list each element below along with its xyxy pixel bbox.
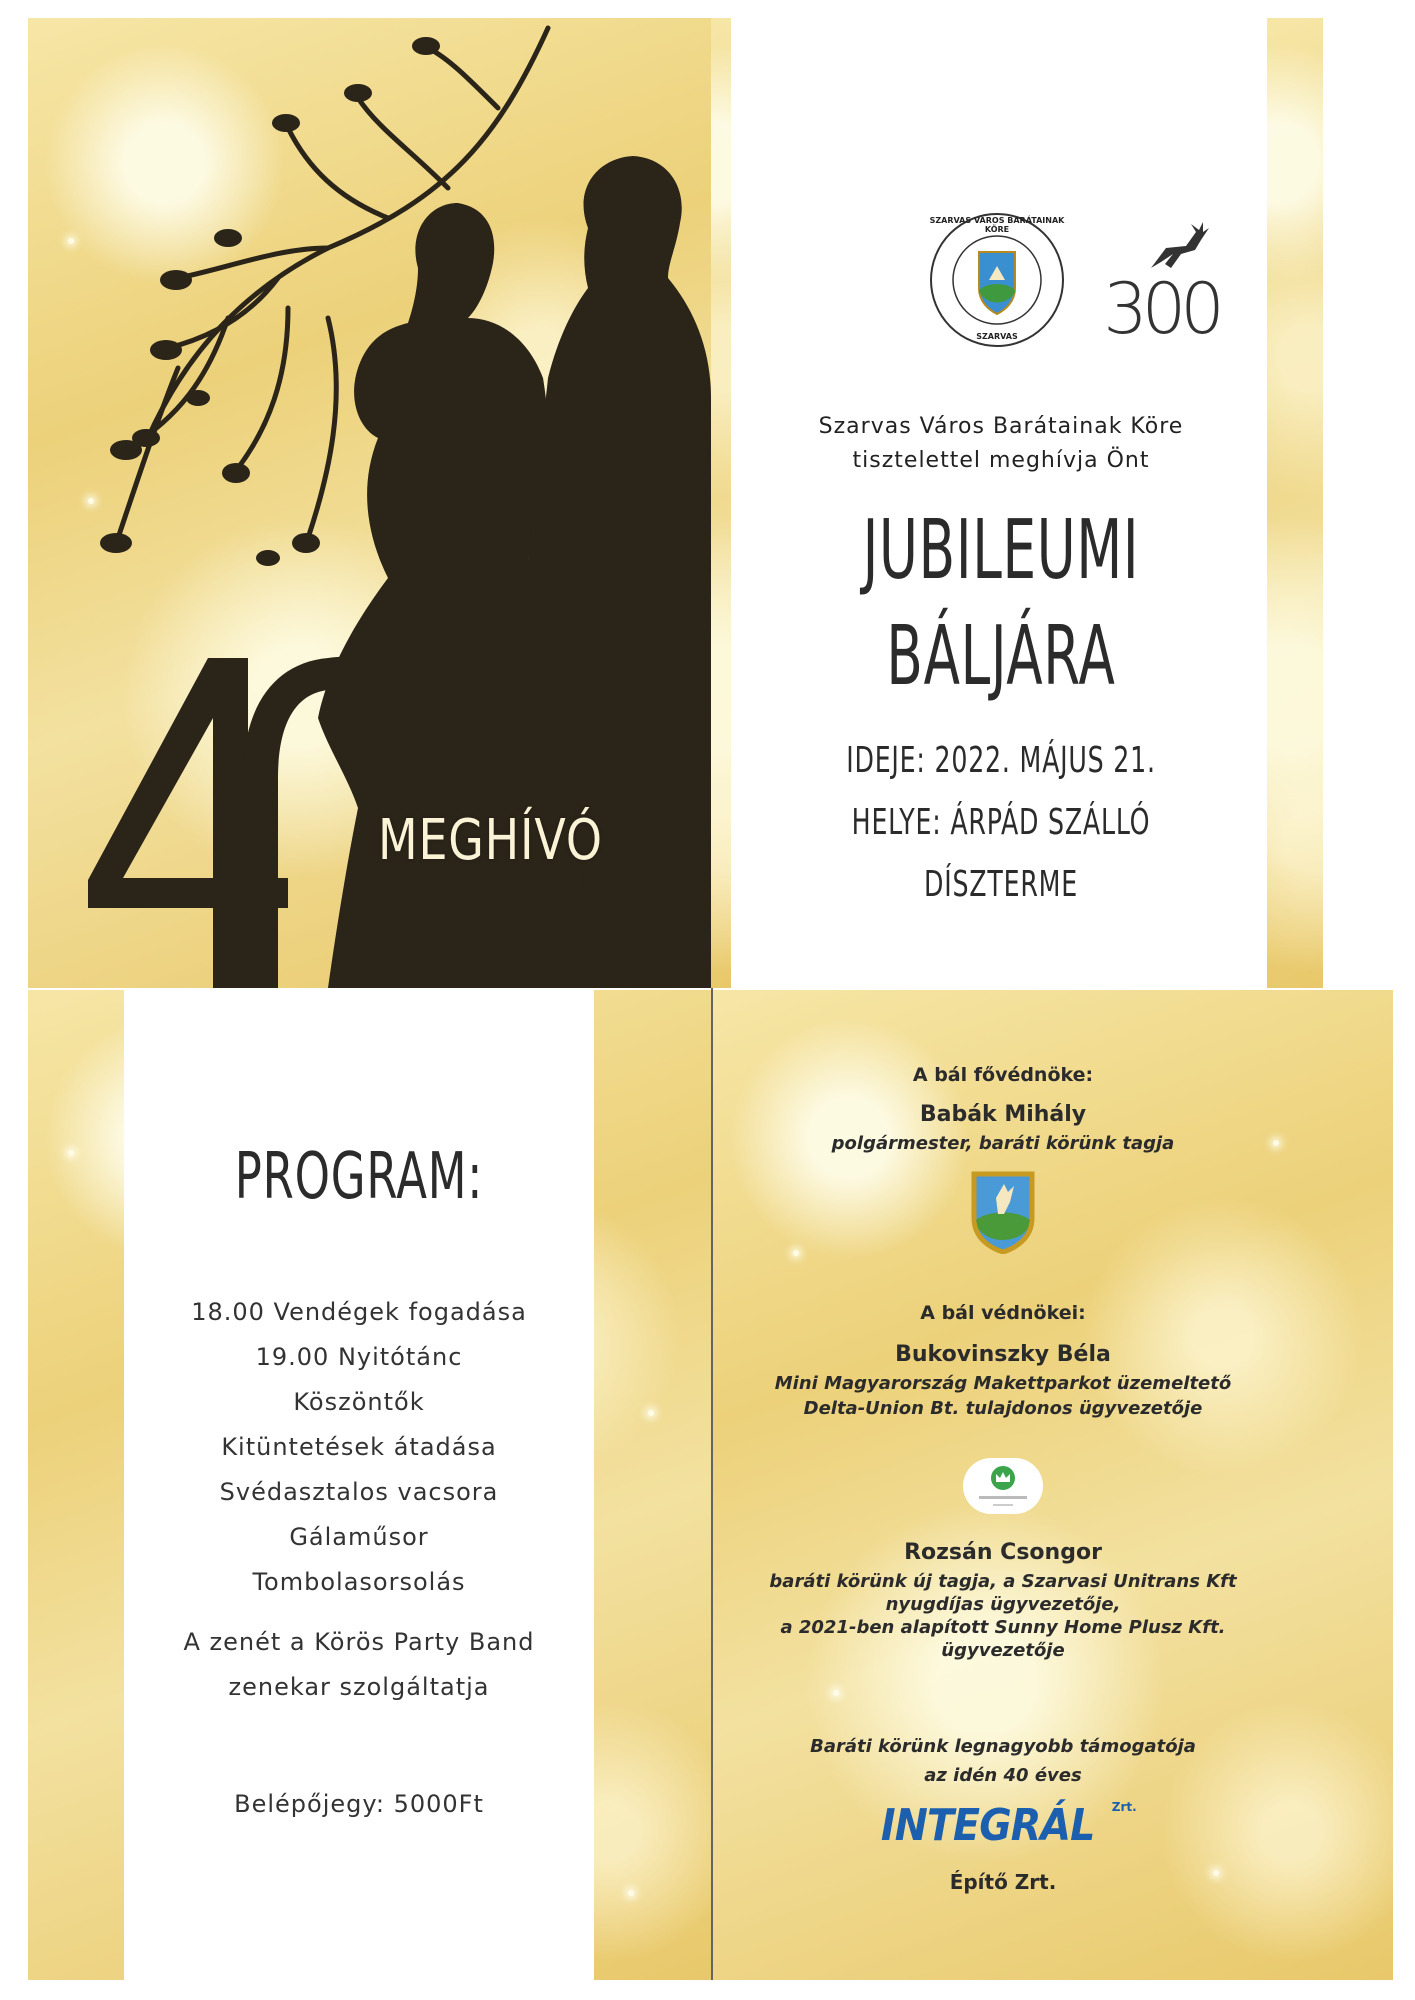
- program-item: Tombolasorsolás: [252, 1568, 466, 1596]
- fold-line: [711, 988, 713, 1980]
- sparkle: [793, 1250, 799, 1256]
- gold-edge: [1267, 18, 1323, 988]
- main-patron-label: A bál fővédnöke:: [912, 1064, 1094, 1086]
- sponsor-line-2: az idén 40 éves: [924, 1765, 1082, 1786]
- sparkle: [628, 1890, 634, 1896]
- main-patron-name: Babák Mihály: [919, 1102, 1087, 1127]
- sparkle: [833, 1690, 839, 1696]
- sparkle: [68, 1150, 74, 1156]
- integral-logo-text: INTEGRÁL: [881, 1800, 1095, 1851]
- gold-edge: [711, 18, 731, 988]
- anniversary-number: 300: [1103, 268, 1219, 350]
- event-place: HELYE: ÁRPÁD SZÁLLÓ DÍSZTERME: [851, 802, 1151, 905]
- emblem-ring-text-bottom: SZARVAS: [976, 332, 1018, 341]
- meghivo-title: MEGHÍVÓ: [378, 808, 603, 873]
- sponsor-line-1: Baráti körünk legnagyobb támogatója: [810, 1736, 1196, 1757]
- couple-silhouette-illustration: [28, 18, 711, 988]
- main-patron-title: polgármester, baráti körünk tagja: [831, 1133, 1175, 1154]
- patrons-panel: [713, 990, 1393, 1980]
- ball-title-line-2: BÁLJÁRA: [886, 609, 1116, 704]
- mini-magyarorszag-logo: [963, 1458, 1043, 1514]
- host-line-2: tisztelettel meghívja Önt: [852, 448, 1150, 473]
- patrons-label: A bál védnökei:: [920, 1302, 1086, 1324]
- host-line-1: Szarvas Város Barátainak Köre: [818, 414, 1184, 439]
- sponsor-subtitle: Építő Zrt.: [949, 1870, 1057, 1894]
- patron-2-desc: ügyvezetője: [941, 1640, 1065, 1661]
- music-line-1: A zenét a Körös Party Band: [183, 1628, 535, 1656]
- town-coat-of-arms-icon: [968, 1168, 1038, 1254]
- invitation-panel: [711, 18, 1323, 988]
- program-panel: [28, 990, 711, 1980]
- patron-2-desc: baráti körünk új tagja, a Szarvasi Unitrans Kft: [769, 1571, 1237, 1592]
- program-item: Köszöntők: [293, 1388, 425, 1416]
- program-item: 19.00 Nyitótánc: [255, 1343, 463, 1371]
- program-item: Gálaműsor: [289, 1523, 429, 1551]
- patron-1-desc: Mini Magyarország Makettparkot üzemeltető: [774, 1373, 1232, 1394]
- music-line-2: zenekar szolgáltatja: [228, 1673, 490, 1701]
- program-item: Svédasztalos vacsora: [219, 1478, 499, 1506]
- program-item: Kitüntetések átadása: [221, 1433, 497, 1461]
- program-heading: PROGRAM:: [234, 1140, 484, 1214]
- ticket-price: Belépőjegy: 5000Ft: [234, 1790, 484, 1818]
- patron-2-desc: a 2021-ben alapított Sunny Home Plusz Kft.: [780, 1617, 1226, 1638]
- patron-1-name: Bukovinszky Béla: [895, 1342, 1111, 1367]
- patron-2-desc: nyugdíjas ügyvezetője,: [885, 1594, 1121, 1615]
- patron-2-name: Rozsán Csongor: [904, 1540, 1102, 1565]
- society-emblem: [927, 210, 1067, 350]
- cover-panel: [28, 18, 711, 988]
- program-item: 18.00 Vendégek fogadása: [191, 1298, 527, 1326]
- anniversary-300-logo: [1091, 218, 1231, 368]
- sparkle: [648, 1410, 654, 1416]
- integral-logo: [713, 1800, 1293, 1851]
- ball-title-line-1: JUBILEUMI: [862, 503, 1140, 598]
- event-date: IDEJE: 2022. MÁJUS 21.: [846, 740, 1156, 781]
- integral-logo-suffix: Zrt.: [1111, 1800, 1137, 1814]
- emblem-ring-text: SZARVAS VÁROS BARÁTAINAK KÖRE: [929, 216, 1065, 234]
- patron-1-desc: Delta-Union Bt. tulajdonos ügyvezetője: [803, 1398, 1203, 1419]
